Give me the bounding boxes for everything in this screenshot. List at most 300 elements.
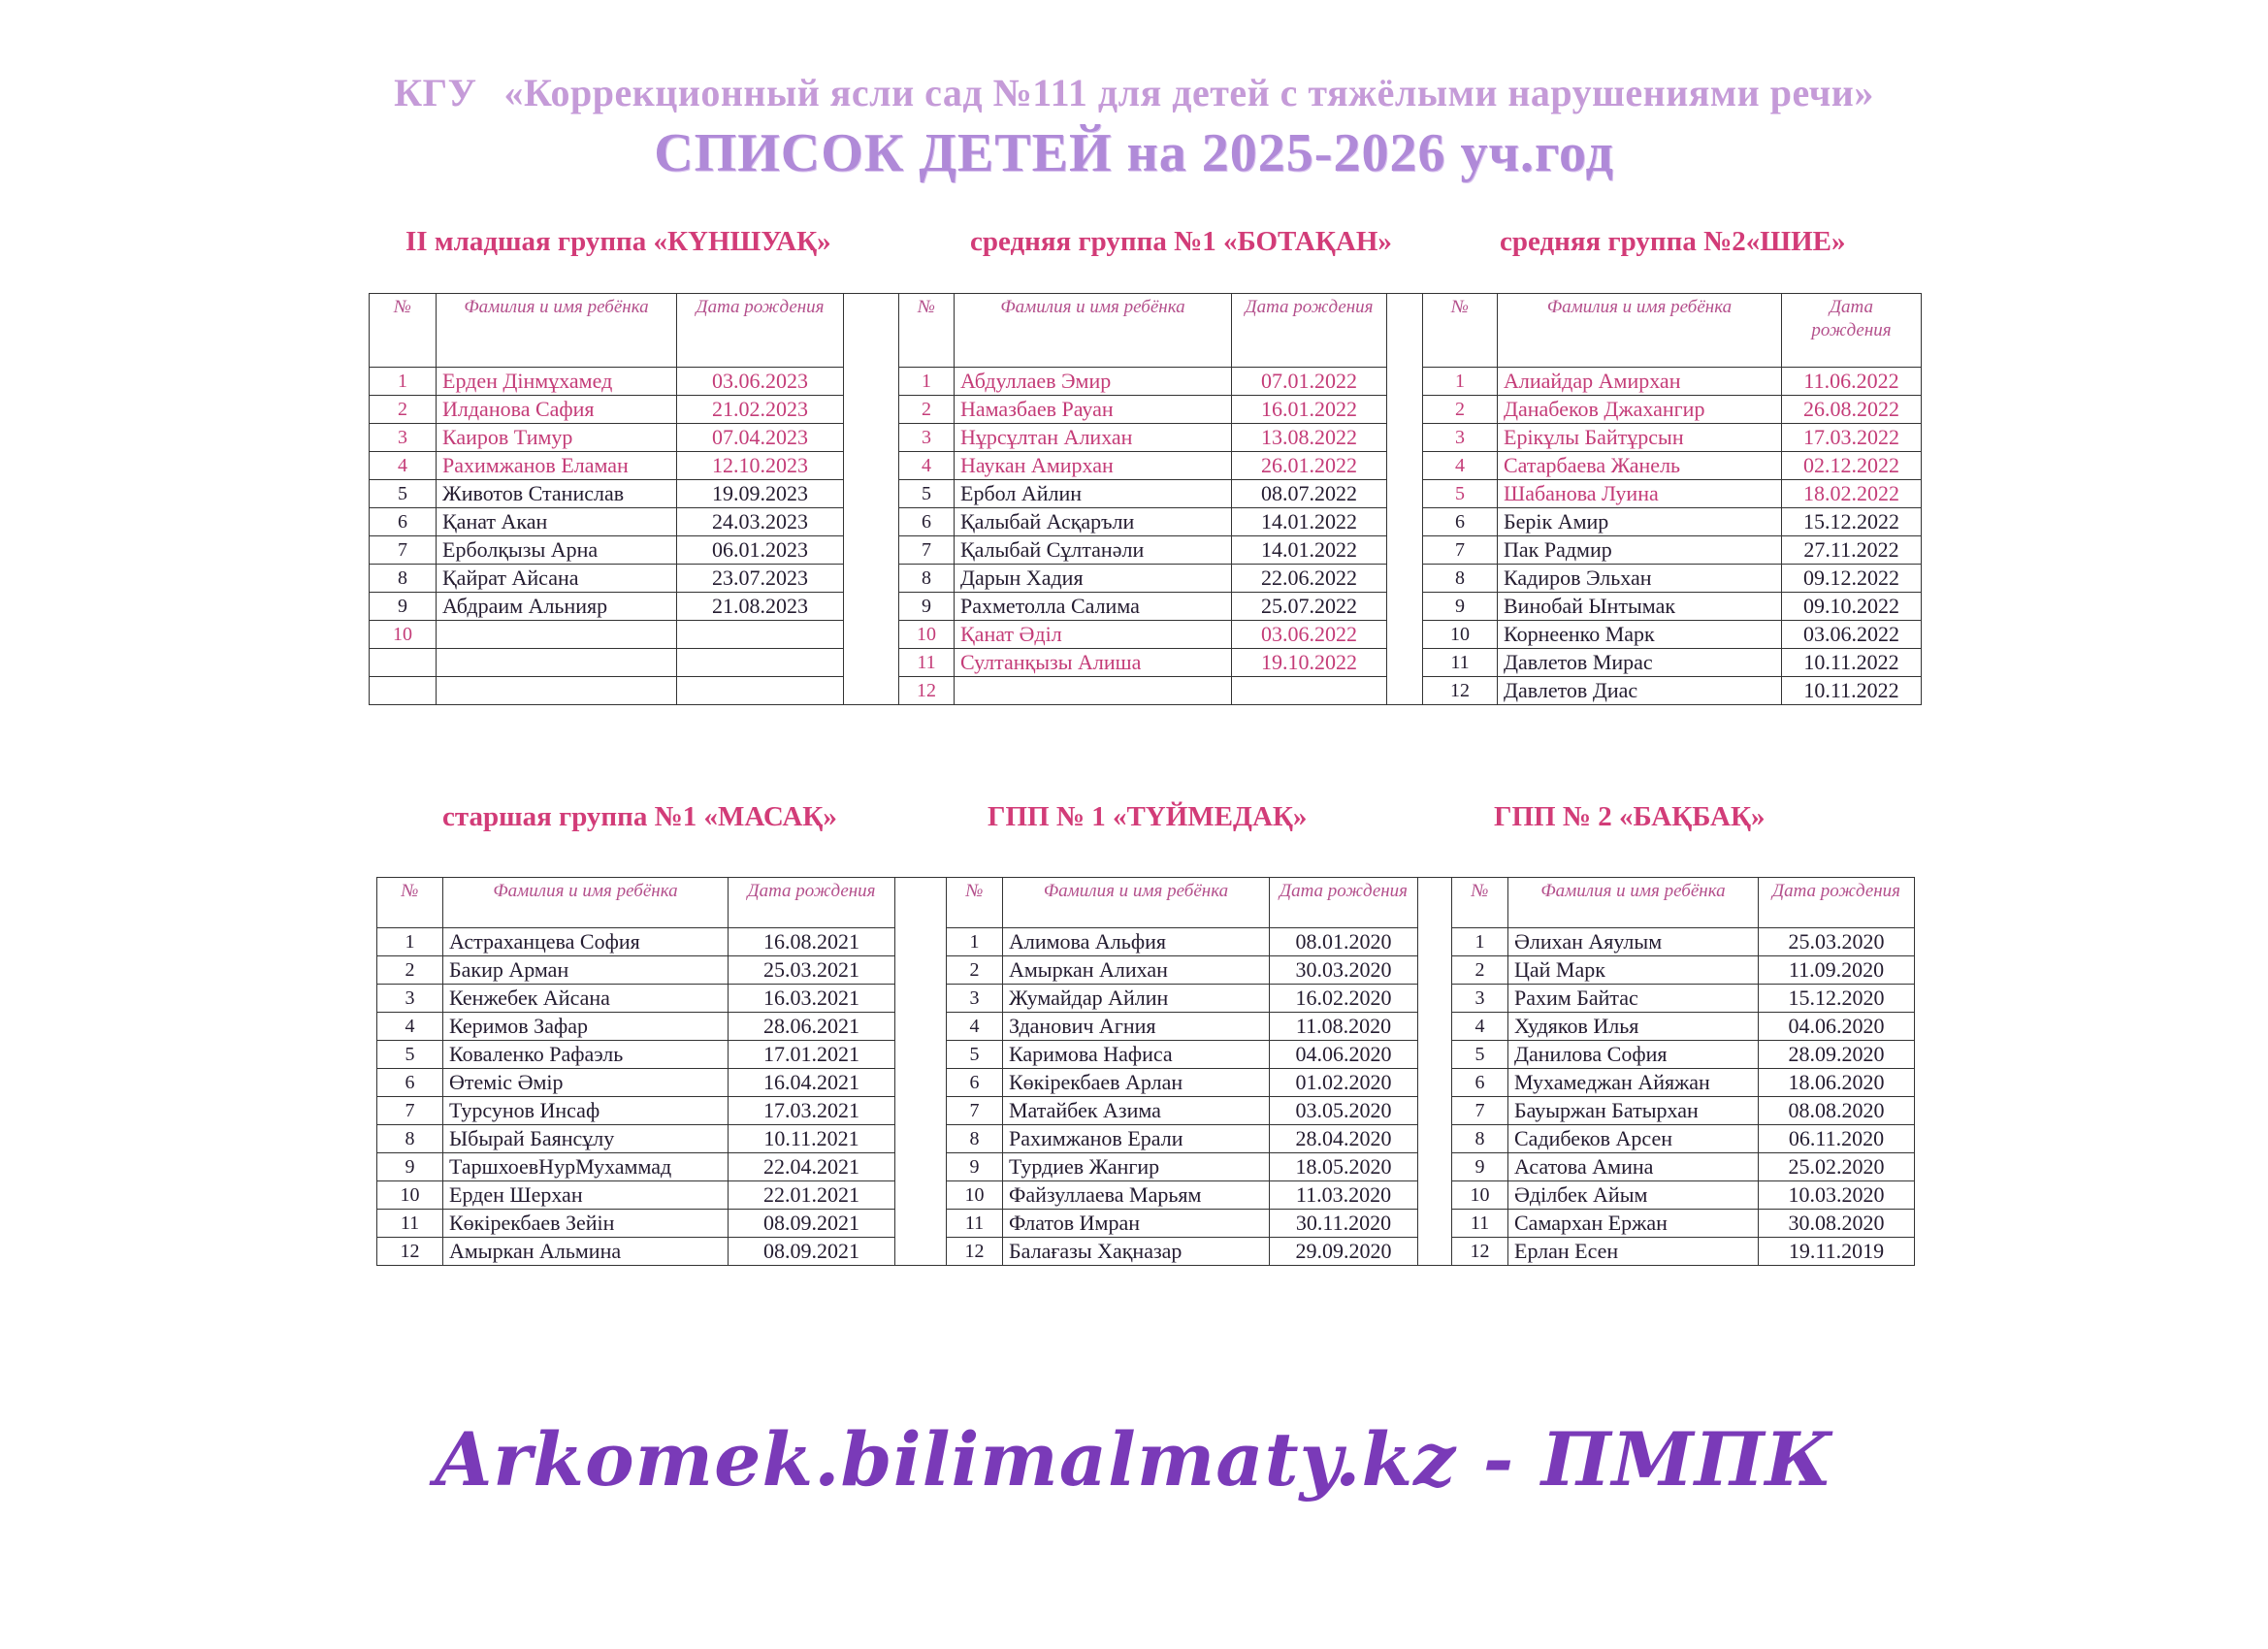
child-birthdate: 26.08.2022 <box>1782 396 1922 424</box>
table-row <box>377 1069 1915 1097</box>
child-number: 9 <box>1423 593 1498 621</box>
child-name <box>437 649 677 677</box>
page-title: СПИСОК ДЕТЕЙ на 2025-2026 уч.год <box>654 123 1614 183</box>
child-name: Қайрат Айсана <box>437 565 677 593</box>
table-separator <box>1418 1153 1452 1181</box>
child-number: 1 <box>377 928 443 956</box>
child-name: Корнеенко Марк <box>1498 621 1782 649</box>
child-birthdate: 19.09.2023 <box>677 480 844 508</box>
child-number: 5 <box>947 1041 1003 1069</box>
child-number: 5 <box>899 480 955 508</box>
child-birthdate: 18.02.2022 <box>1782 480 1922 508</box>
child-number: 5 <box>1452 1041 1508 1069</box>
child-number: 10 <box>377 1181 443 1210</box>
child-birthdate: 25.03.2020 <box>1759 928 1915 956</box>
child-number: 3 <box>1452 985 1508 1013</box>
child-name: Рахметолла Салима <box>955 593 1232 621</box>
child-birthdate: 19.10.2022 <box>1232 649 1387 677</box>
child-number: 4 <box>370 452 437 480</box>
column-header-name: Фамилия и имя ребёнка <box>1003 878 1270 928</box>
child-name: Қанат Акан <box>437 508 677 536</box>
child-birthdate: 04.06.2020 <box>1270 1041 1418 1069</box>
child-number: 9 <box>370 593 437 621</box>
child-number: 1 <box>899 368 955 396</box>
child-birthdate: 12.10.2023 <box>677 452 844 480</box>
child-name <box>437 677 677 705</box>
table-separator <box>1387 396 1423 424</box>
child-name: Берік Амир <box>1498 508 1782 536</box>
group-title-kunshuak: II младшая группа «КҮНШУАҚ» <box>405 226 831 257</box>
child-birthdate: 11.03.2020 <box>1270 1181 1418 1210</box>
child-number: 2 <box>1423 396 1498 424</box>
child-number: 1 <box>947 928 1003 956</box>
child-number: 5 <box>377 1041 443 1069</box>
child-birthdate: 18.05.2020 <box>1270 1153 1418 1181</box>
child-birthdate: 25.02.2020 <box>1759 1153 1915 1181</box>
child-birthdate: 19.11.2019 <box>1759 1238 1915 1266</box>
child-name: Асатова Амина <box>1508 1153 1759 1181</box>
child-number: 9 <box>899 593 955 621</box>
child-number: 12 <box>899 677 955 705</box>
table-separator <box>1418 1069 1452 1097</box>
child-number: 8 <box>947 1125 1003 1153</box>
child-number: 5 <box>370 480 437 508</box>
child-birthdate <box>677 649 844 677</box>
child-name: Амыркан Алихан <box>1003 956 1270 985</box>
column-header-dob: Дата рождения <box>1782 294 1922 368</box>
child-birthdate: 16.02.2020 <box>1270 985 1418 1013</box>
child-birthdate: 16.01.2022 <box>1232 396 1387 424</box>
table-separator <box>1387 621 1423 649</box>
table-row <box>377 1153 1915 1181</box>
child-number: 8 <box>1452 1125 1508 1153</box>
child-number: 3 <box>370 424 437 452</box>
org-name: «Коррекционный ясли сад №111 для детей с тяжёлыми нарушениями речи» <box>503 71 1874 114</box>
child-birthdate: 06.01.2023 <box>677 536 844 565</box>
group-title-shie: средняя группа №2«ШИЕ» <box>1500 226 1846 257</box>
table-separator <box>1418 878 1452 928</box>
child-name: Худяков Илья <box>1508 1013 1759 1041</box>
child-birthdate <box>677 677 844 705</box>
child-birthdate: 08.01.2020 <box>1270 928 1418 956</box>
child-number: 4 <box>899 452 955 480</box>
child-number: 7 <box>1452 1097 1508 1125</box>
child-name: Коваленко Рафаэль <box>443 1041 729 1069</box>
child-number: 6 <box>1423 508 1498 536</box>
child-number: 3 <box>947 985 1003 1013</box>
child-birthdate: 10.11.2022 <box>1782 649 1922 677</box>
table-separator <box>1418 1181 1452 1210</box>
child-birthdate: 25.07.2022 <box>1232 593 1387 621</box>
child-name <box>437 621 677 649</box>
table-separator <box>895 1153 947 1181</box>
column-header-name: Фамилия и имя ребёнка <box>443 878 729 928</box>
child-name: Наукан Амирхан <box>955 452 1232 480</box>
child-number: 7 <box>899 536 955 565</box>
child-name: Рахимжанов Еламан <box>437 452 677 480</box>
child-birthdate: 13.08.2022 <box>1232 424 1387 452</box>
column-header-name: Фамилия и имя ребёнка <box>955 294 1232 368</box>
table-row <box>370 508 1922 536</box>
child-number: 7 <box>377 1097 443 1125</box>
table-separator <box>895 1097 947 1125</box>
child-name: Абдраим Альнияр <box>437 593 677 621</box>
table-row <box>377 985 1915 1013</box>
group-title-tuimedak: ГПП № 1 «ТҮЙМЕДАҚ» <box>988 801 1308 832</box>
table-separator <box>1387 368 1423 396</box>
column-header-dob: Дата рождения <box>1759 878 1915 928</box>
table-separator <box>1387 480 1423 508</box>
child-birthdate: 17.03.2021 <box>729 1097 895 1125</box>
table-separator <box>844 424 899 452</box>
table-separator <box>844 480 899 508</box>
table-separator <box>895 1181 947 1210</box>
table-row <box>370 677 1922 705</box>
child-birthdate: 25.03.2021 <box>729 956 895 985</box>
child-birthdate: 30.08.2020 <box>1759 1210 1915 1238</box>
child-birthdate: 16.04.2021 <box>729 1069 895 1097</box>
child-number: 10 <box>1452 1181 1508 1210</box>
child-number: 2 <box>370 396 437 424</box>
child-name: Кадиров Эльхан <box>1498 565 1782 593</box>
table-separator <box>1387 452 1423 480</box>
child-birthdate: 10.03.2020 <box>1759 1181 1915 1210</box>
child-name: Сатарбаева Жанель <box>1498 452 1782 480</box>
child-birthdate: 30.11.2020 <box>1270 1210 1418 1238</box>
child-number: 11 <box>899 649 955 677</box>
child-birthdate: 08.09.2021 <box>729 1210 895 1238</box>
table-separator <box>1418 956 1452 985</box>
child-birthdate <box>677 621 844 649</box>
table-row <box>377 1181 1915 1210</box>
child-name: Цай Марк <box>1508 956 1759 985</box>
child-number: 8 <box>377 1125 443 1153</box>
column-header-name: Фамилия и имя ребёнка <box>1498 294 1782 368</box>
table-separator <box>1418 1041 1452 1069</box>
child-number: 2 <box>1452 956 1508 985</box>
child-number: 6 <box>1452 1069 1508 1097</box>
column-header-num: № <box>1452 878 1508 928</box>
table-row <box>370 424 1922 452</box>
column-header-dob: Дата рождения <box>1232 294 1387 368</box>
child-birthdate: 14.01.2022 <box>1232 536 1387 565</box>
child-number: 2 <box>947 956 1003 985</box>
child-birthdate: 23.07.2023 <box>677 565 844 593</box>
child-name: Ерболқызы Арна <box>437 536 677 565</box>
child-birthdate: 11.08.2020 <box>1270 1013 1418 1041</box>
table-row <box>377 956 1915 985</box>
child-birthdate: 27.11.2022 <box>1782 536 1922 565</box>
child-name: Балағазы Хақназар <box>1003 1238 1270 1266</box>
child-birthdate: 10.11.2021 <box>729 1125 895 1153</box>
child-name: Данилова София <box>1508 1041 1759 1069</box>
column-header-dob: Дата рождения <box>729 878 895 928</box>
child-name: Ыбырай Баянсұлу <box>443 1125 729 1153</box>
child-name: Дарын Хадия <box>955 565 1232 593</box>
child-number: 2 <box>377 956 443 985</box>
table-row <box>370 396 1922 424</box>
child-name: Бауыржан Батырхан <box>1508 1097 1759 1125</box>
table-row <box>370 649 1922 677</box>
table-row <box>377 1097 1915 1125</box>
child-number <box>370 649 437 677</box>
child-name: Флатов Имран <box>1003 1210 1270 1238</box>
table-separator <box>844 649 899 677</box>
column-header-num: № <box>377 878 443 928</box>
child-number: 6 <box>370 508 437 536</box>
child-birthdate: 22.01.2021 <box>729 1181 895 1210</box>
table-separator <box>844 508 899 536</box>
child-birthdate: 02.12.2022 <box>1782 452 1922 480</box>
column-header-num: № <box>370 294 437 368</box>
child-name: Ерікұлы Байтұрсын <box>1498 424 1782 452</box>
table-separator <box>895 1041 947 1069</box>
column-header-num: № <box>1423 294 1498 368</box>
child-name: Өтеміс Әмір <box>443 1069 729 1097</box>
child-name: Қалыбай Асқаръли <box>955 508 1232 536</box>
child-number: 9 <box>1452 1153 1508 1181</box>
child-birthdate: 28.04.2020 <box>1270 1125 1418 1153</box>
table-separator <box>844 677 899 705</box>
table-separator <box>1418 928 1452 956</box>
table-separator <box>844 565 899 593</box>
child-name: Шабанова Луина <box>1498 480 1782 508</box>
table-row <box>377 1013 1915 1041</box>
child-birthdate: 03.06.2022 <box>1232 621 1387 649</box>
table-row <box>370 593 1922 621</box>
child-name: Султанқызы Алиша <box>955 649 1232 677</box>
groups-table-top <box>369 293 1922 705</box>
child-birthdate: 28.09.2020 <box>1759 1041 1915 1069</box>
table-row <box>370 565 1922 593</box>
table-separator <box>895 1069 947 1097</box>
child-birthdate: 03.06.2023 <box>677 368 844 396</box>
child-name: Алимова Альфия <box>1003 928 1270 956</box>
table-row <box>377 1125 1915 1153</box>
child-name: Мухамеджан Айяжан <box>1508 1069 1759 1097</box>
child-name: Данабеков Джахангир <box>1498 396 1782 424</box>
child-birthdate: 09.10.2022 <box>1782 593 1922 621</box>
child-number: 7 <box>947 1097 1003 1125</box>
table-separator <box>844 452 899 480</box>
table-separator <box>1418 1097 1452 1125</box>
table-separator <box>844 294 899 368</box>
child-number: 12 <box>377 1238 443 1266</box>
table-separator <box>1418 1013 1452 1041</box>
child-number: 3 <box>899 424 955 452</box>
table-row <box>370 452 1922 480</box>
child-birthdate: 03.06.2022 <box>1782 621 1922 649</box>
child-name: Нұрсұлтан Алихан <box>955 424 1232 452</box>
child-name: Амыркан Альмина <box>443 1238 729 1266</box>
child-name <box>955 677 1232 705</box>
child-number: 4 <box>1452 1013 1508 1041</box>
org-abbreviation: КГУ <box>394 71 477 114</box>
child-name: Әлихан Аяулым <box>1508 928 1759 956</box>
child-number: 12 <box>1423 677 1498 705</box>
child-birthdate: 07.04.2023 <box>677 424 844 452</box>
table-separator <box>1387 508 1423 536</box>
child-birthdate: 07.01.2022 <box>1232 368 1387 396</box>
child-birthdate <box>1232 677 1387 705</box>
child-name: Алиайдар Амирхан <box>1498 368 1782 396</box>
table-separator <box>844 593 899 621</box>
child-name: Пак Радмир <box>1498 536 1782 565</box>
child-number: 9 <box>947 1153 1003 1181</box>
child-birthdate: 11.09.2020 <box>1759 956 1915 985</box>
child-number: 1 <box>370 368 437 396</box>
table-separator <box>844 536 899 565</box>
child-birthdate: 15.12.2022 <box>1782 508 1922 536</box>
child-birthdate: 17.03.2022 <box>1782 424 1922 452</box>
table-row <box>370 536 1922 565</box>
child-birthdate: 06.11.2020 <box>1759 1125 1915 1153</box>
child-number <box>370 677 437 705</box>
child-number: 2 <box>899 396 955 424</box>
table-separator <box>844 396 899 424</box>
child-name: Қанат Әділ <box>955 621 1232 649</box>
table-separator <box>1387 536 1423 565</box>
table-separator <box>895 1013 947 1041</box>
child-number: 5 <box>1423 480 1498 508</box>
table-row <box>370 621 1922 649</box>
table-row <box>370 480 1922 508</box>
organization-header <box>0 70 2268 115</box>
table-separator <box>895 1238 947 1266</box>
child-number: 4 <box>1423 452 1498 480</box>
child-name: Рахим Байтас <box>1508 985 1759 1013</box>
child-birthdate: 18.06.2020 <box>1759 1069 1915 1097</box>
child-birthdate: 08.08.2020 <box>1759 1097 1915 1125</box>
child-name: Каиров Тимур <box>437 424 677 452</box>
child-name: ТаршхоевНурМухаммад <box>443 1153 729 1181</box>
child-birthdate: 28.06.2021 <box>729 1013 895 1041</box>
groups-table-bottom <box>376 877 1915 1266</box>
child-birthdate: 24.03.2023 <box>677 508 844 536</box>
child-number: 6 <box>899 508 955 536</box>
child-birthdate: 08.09.2021 <box>729 1238 895 1266</box>
table-separator <box>1418 985 1452 1013</box>
child-birthdate: 16.08.2021 <box>729 928 895 956</box>
table-separator <box>1418 1125 1452 1153</box>
child-name: Каримова Нафиса <box>1003 1041 1270 1069</box>
child-name: Көкірекбаев Арлан <box>1003 1069 1270 1097</box>
child-name: Ерлан Есен <box>1508 1238 1759 1266</box>
child-number: 11 <box>1452 1210 1508 1238</box>
table-separator <box>1418 1210 1452 1238</box>
child-number: 10 <box>947 1181 1003 1210</box>
column-header-dob: Дата рождения <box>1270 878 1418 928</box>
child-name: Кенжебек Айсана <box>443 985 729 1013</box>
child-number: 10 <box>1423 621 1498 649</box>
child-name: Зданович Агния <box>1003 1013 1270 1041</box>
child-name: Давлетов Мирас <box>1498 649 1782 677</box>
child-number: 12 <box>1452 1238 1508 1266</box>
column-header-num: № <box>947 878 1003 928</box>
child-birthdate: 01.02.2020 <box>1270 1069 1418 1097</box>
child-number: 8 <box>1423 565 1498 593</box>
child-name: Турдиев Жангир <box>1003 1153 1270 1181</box>
child-name: Животов Станислав <box>437 480 677 508</box>
child-number: 7 <box>1423 536 1498 565</box>
column-header-dob: Дата рождения <box>677 294 844 368</box>
child-name: Турсунов Инсаф <box>443 1097 729 1125</box>
footer-website: Arkomek.bilimalmaty.kz - ПМПК <box>435 1416 1833 1503</box>
child-birthdate: 08.07.2022 <box>1232 480 1387 508</box>
child-name: Самархан Ержан <box>1508 1210 1759 1238</box>
table-separator <box>895 985 947 1013</box>
table-row <box>370 368 1922 396</box>
child-name: Намазбаев Рауан <box>955 396 1232 424</box>
child-name: Рахимжанов Ерали <box>1003 1125 1270 1153</box>
table-row <box>377 1210 1915 1238</box>
child-birthdate: 11.06.2022 <box>1782 368 1922 396</box>
table-separator <box>1387 565 1423 593</box>
child-name: Ерден Дінмұхамед <box>437 368 677 396</box>
child-birthdate: 30.03.2020 <box>1270 956 1418 985</box>
table-row <box>377 928 1915 956</box>
table-separator <box>1387 593 1423 621</box>
table-row <box>377 1238 1915 1266</box>
table-separator <box>895 878 947 928</box>
child-name: Көкірекбаев Зейін <box>443 1210 729 1238</box>
table-separator <box>1387 294 1423 368</box>
table-separator <box>895 928 947 956</box>
table-separator <box>895 1210 947 1238</box>
table-separator <box>1387 649 1423 677</box>
child-number: 1 <box>1423 368 1498 396</box>
child-birthdate: 29.09.2020 <box>1270 1238 1418 1266</box>
child-number: 7 <box>370 536 437 565</box>
child-name: Ербол Айлин <box>955 480 1232 508</box>
child-name: Абдуллаев Эмир <box>955 368 1232 396</box>
child-name: Ерден Шерхан <box>443 1181 729 1210</box>
child-birthdate: 21.08.2023 <box>677 593 844 621</box>
group-title-masak: старшая группа №1 «МАСАҚ» <box>442 801 837 832</box>
child-number: 11 <box>377 1210 443 1238</box>
child-name: Матайбек Азима <box>1003 1097 1270 1125</box>
child-name: Әділбек Айым <box>1508 1181 1759 1210</box>
child-birthdate: 14.01.2022 <box>1232 508 1387 536</box>
column-header-num: № <box>899 294 955 368</box>
child-number: 4 <box>377 1013 443 1041</box>
group-title-botakan: средняя группа №1 «БОТАҚАН» <box>970 226 1392 257</box>
child-number: 3 <box>1423 424 1498 452</box>
child-number: 12 <box>947 1238 1003 1266</box>
child-name: Астраханцева София <box>443 928 729 956</box>
child-number: 8 <box>370 565 437 593</box>
table-separator <box>1387 677 1423 705</box>
table-separator <box>844 621 899 649</box>
child-name: Давлетов Диас <box>1498 677 1782 705</box>
child-birthdate: 15.12.2020 <box>1759 985 1915 1013</box>
child-birthdate: 26.01.2022 <box>1232 452 1387 480</box>
table-separator <box>895 956 947 985</box>
child-birthdate: 04.06.2020 <box>1759 1013 1915 1041</box>
child-number: 10 <box>899 621 955 649</box>
table-separator <box>844 368 899 396</box>
child-birthdate: 17.01.2021 <box>729 1041 895 1069</box>
child-number: 8 <box>899 565 955 593</box>
table-separator <box>1387 424 1423 452</box>
column-header-name: Фамилия и имя ребёнка <box>437 294 677 368</box>
child-number: 11 <box>947 1210 1003 1238</box>
child-number: 1 <box>1452 928 1508 956</box>
child-number: 6 <box>377 1069 443 1097</box>
child-birthdate: 16.03.2021 <box>729 985 895 1013</box>
child-number: 11 <box>1423 649 1498 677</box>
child-birthdate: 21.02.2023 <box>677 396 844 424</box>
